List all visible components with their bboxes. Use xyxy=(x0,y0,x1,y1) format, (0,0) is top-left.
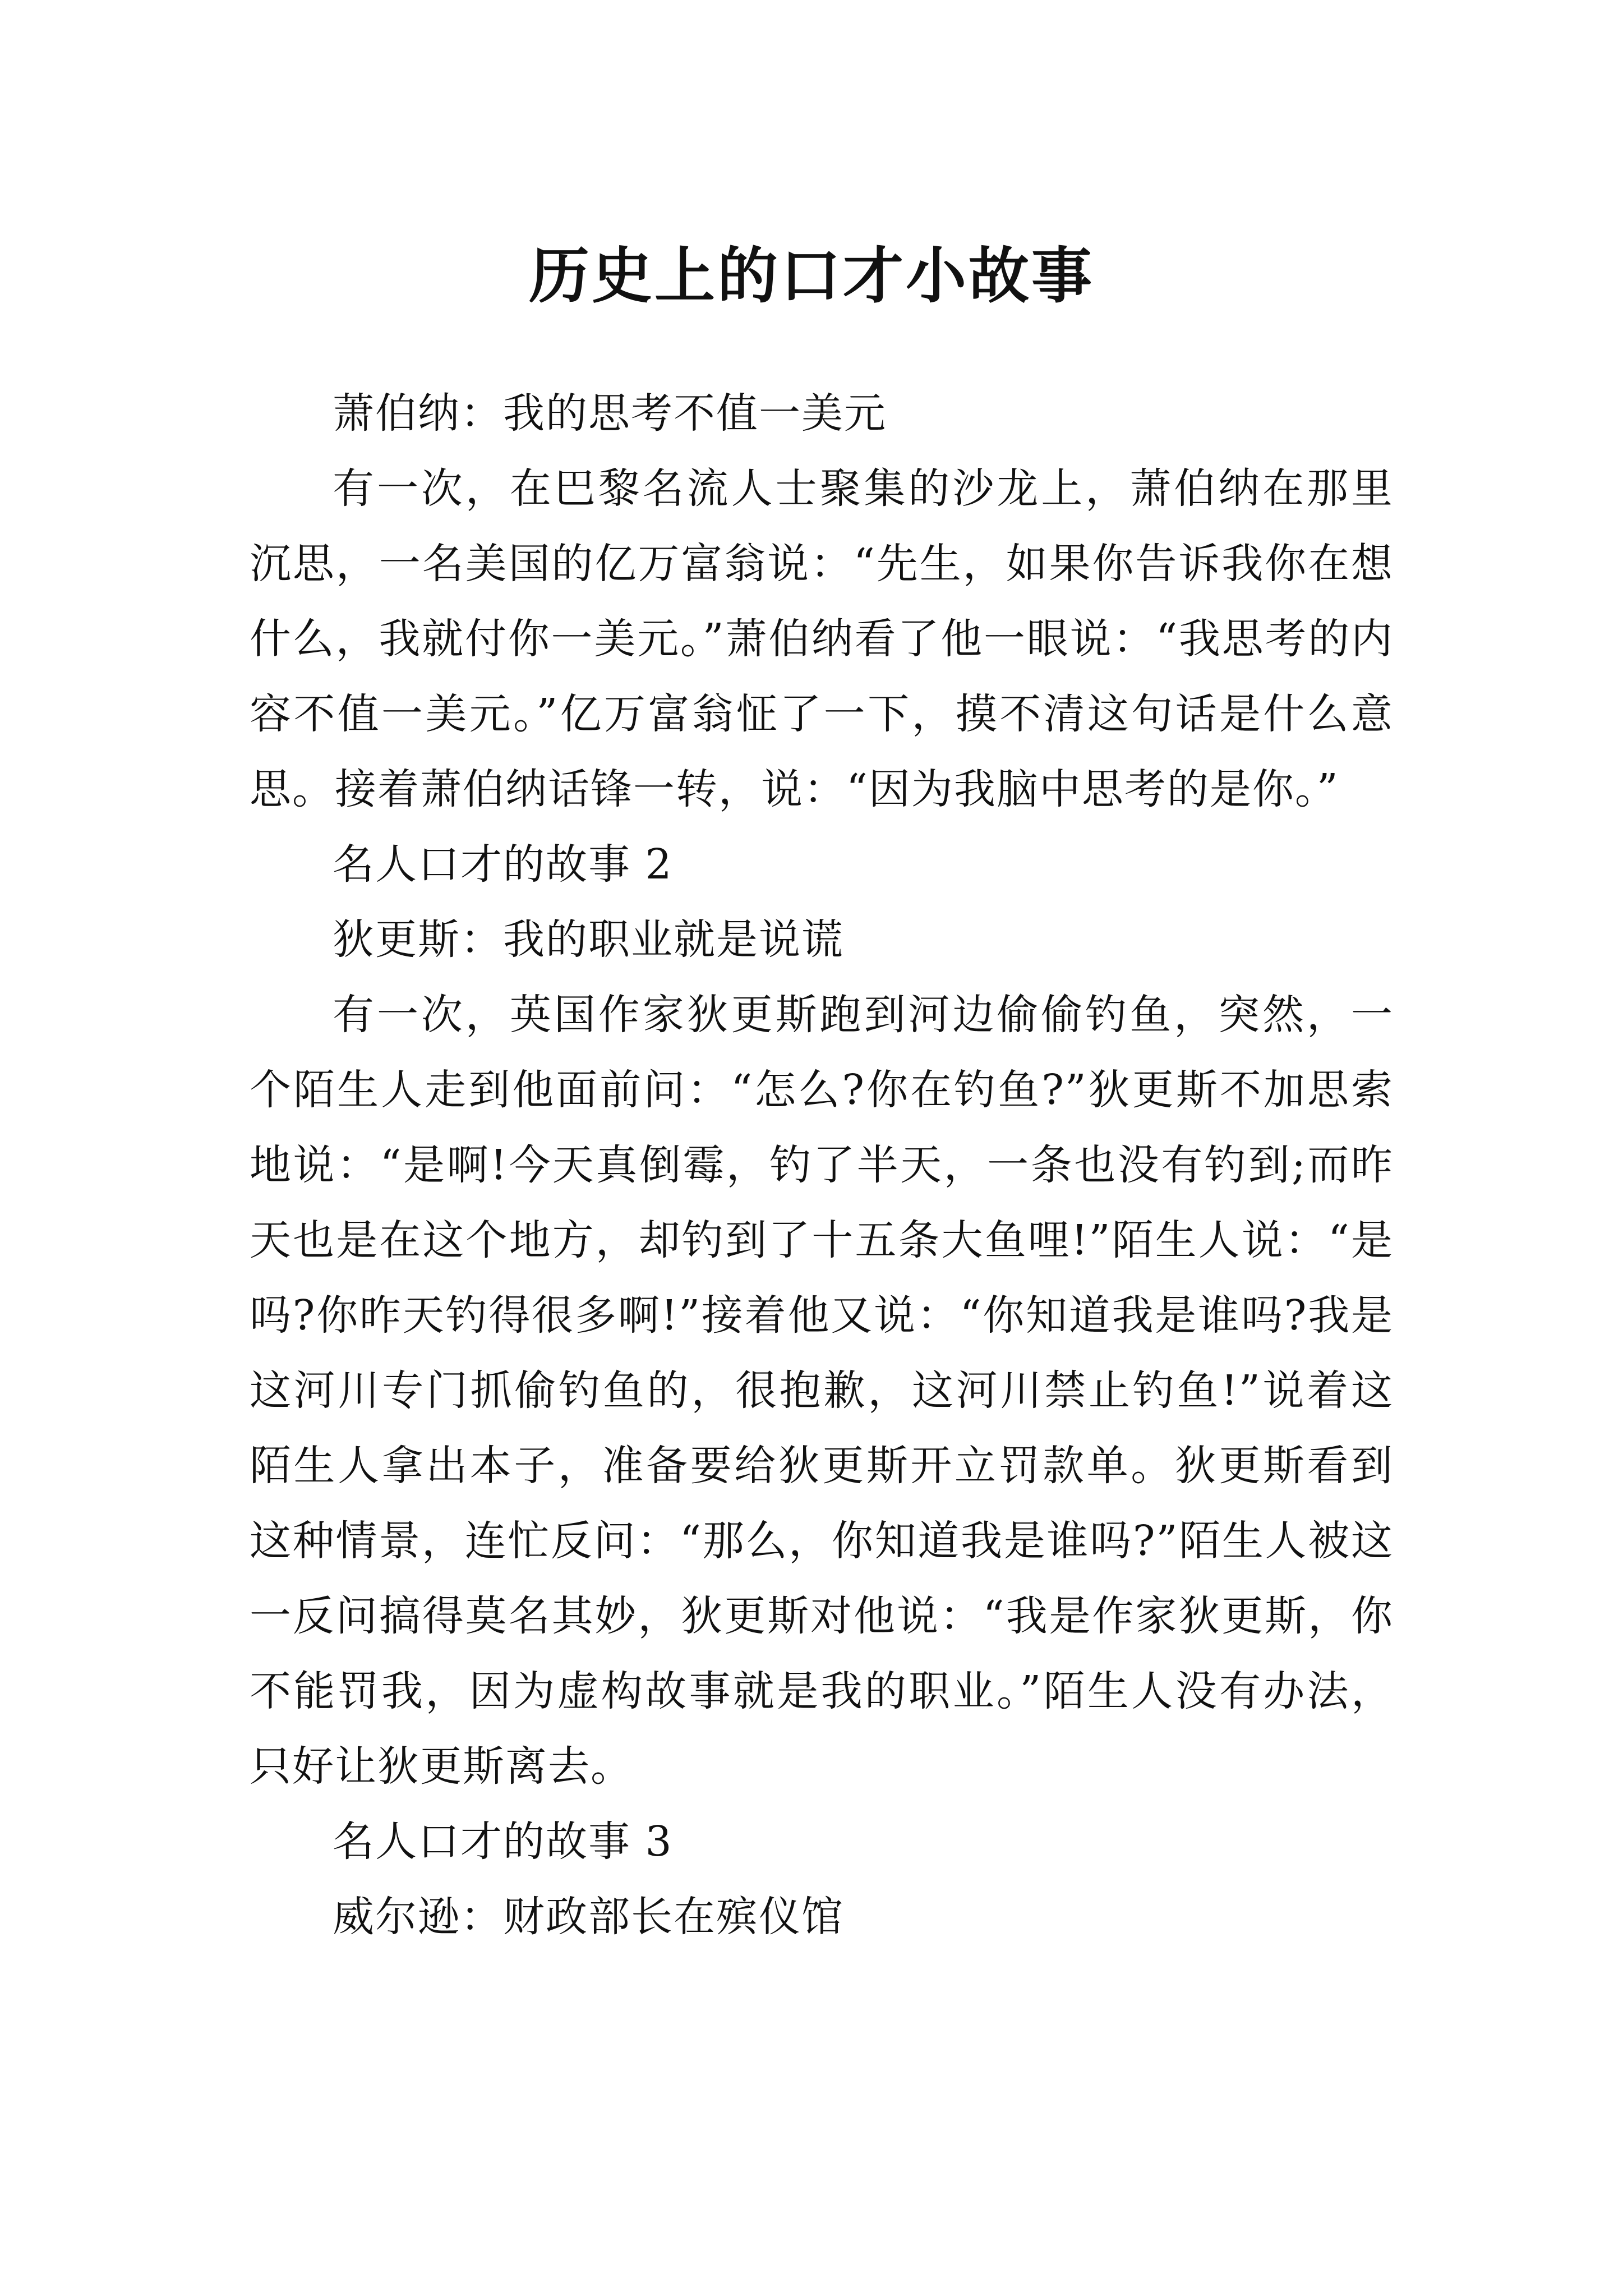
heading-di-geng-si: 狄更斯：我的职业就是说谎 xyxy=(333,915,844,964)
story-xiao-bo-na: 有一次，在巴黎名流人士聚集的沙龙上，萧伯纳在那里沉思，一名美国的亿万富翁说：“先生，如果你告诉我你在想什么，我就付你一美元。”萧伯纳看了他一眼说：“我思考的内容不值一美元。”亿万富翁怔了一下，摸不清这句话是什么意思。接着萧伯纳话锋一转，说：“因为我脑中思考的是你。” xyxy=(250,464,1394,813)
heading-wei-er-xun: 威尔逊：财政部长在殡仪馆 xyxy=(333,1893,844,1941)
section-label-3: 名人口才的故事 3 xyxy=(333,1818,673,1866)
heading-xiao-bo-na: 萧伯纳：我的思考不值一美元 xyxy=(333,389,887,438)
document-title: 历史上的口才小故事 xyxy=(528,241,1094,312)
section-label-2: 名人口才的故事 2 xyxy=(333,840,673,889)
story-di-geng-si: 有一次，英国作家狄更斯跑到河边偷偷钓鱼，突然，一个陌生人走到他面前问：“怎么?你在钓鱼?”狄更斯不加思索地说：“是啊!今天真倒霉，钓了半天，一条也没有钓到;而昨天也是在这个地方，却钓到了十五条大鱼哩!”陌生人说：“是吗?你昨天钓得很多啊!”接着他又说：“你知道我是谁吗?我是这河川专门抓偷钓鱼的，很抱歉，这河川禁止钓鱼!”说着这陌生人拿出本子，准备要给狄更斯开立罚款单。狄更斯看到这种情景，连忙反问：“那么，你知道我是谁吗?”陌生人被这一反问搞得莫名其妙，狄更斯对他说：“我是作家狄更斯，你不能罚我，因为虚构故事就是我的职业。”陌生人没有办法，只好让狄更斯离去。 xyxy=(250,991,1394,1791)
document-body xyxy=(250,376,1394,1954)
